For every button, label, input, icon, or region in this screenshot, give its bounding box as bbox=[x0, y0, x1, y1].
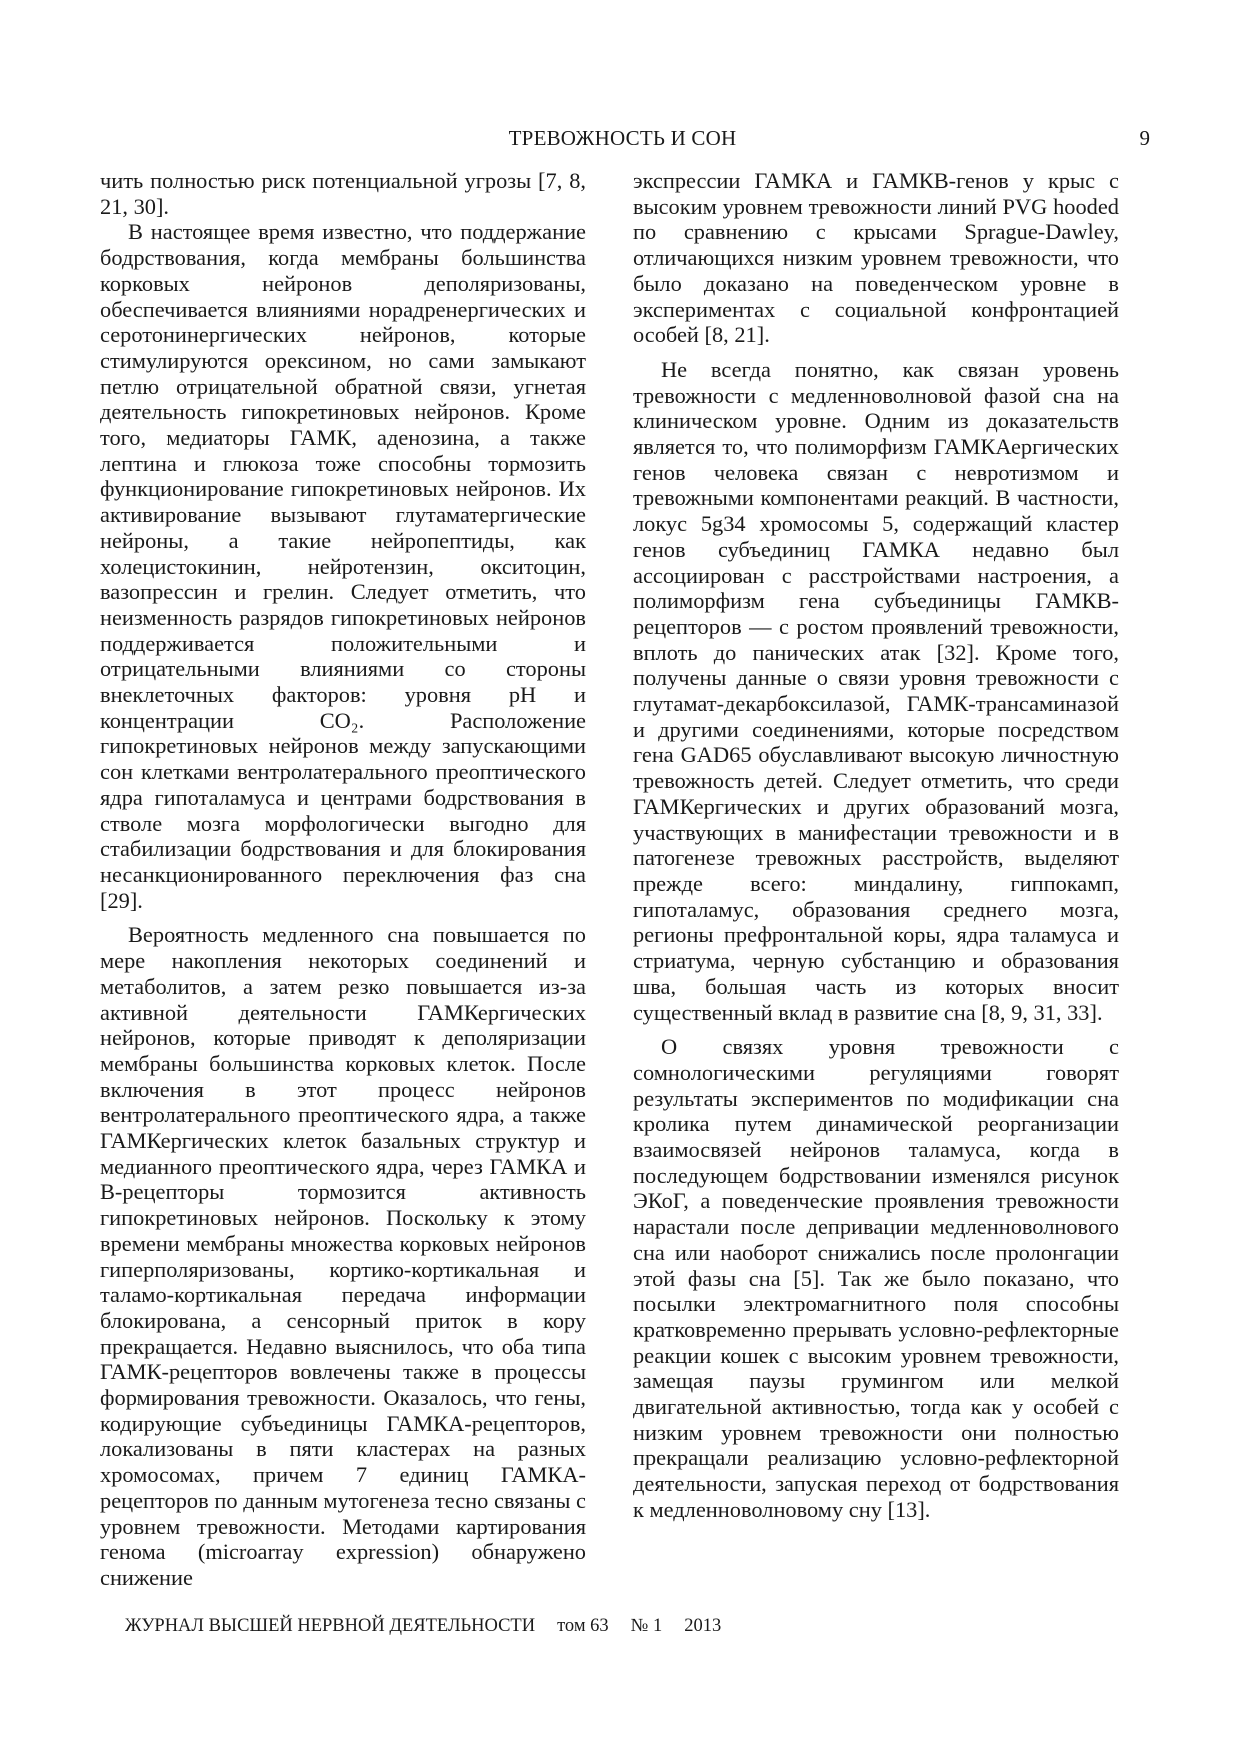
left-column bbox=[100, 168, 586, 1591]
paragraph: чить полностью риск потенциальной угрозы [7, 8, 21, 30]. bbox=[100, 168, 586, 219]
paragraph: О связях уровня тревожности с сомнологическими регуляциями говорят результаты экспериментов по модификации сна кролика путем динамической реорганизации взаимосвязей нейронов таламуса, когда в последующем бодрствовании изменялся рисунок ЭКоГ, а поведенческие проявления тревожности нарастали после депривации медленноволнового сна или наоборот снижались после пролонгации этой фазы сна [5]. Так же было показано, что посылки электромагнитного поля способны кратковременно прерывать условно-рефлекторные реакции кошек с высоким уровнем тревожности, замещая паузы грумингом или мелкой двигательной активностью, тогда как у особей с низким уровнем тревожности они полностью прекращали реализацию условно-рефлекторной деятельности, запуская переход от бодрствования к медленноволновому сну [13]. bbox=[633, 1034, 1119, 1522]
right-column bbox=[633, 168, 1119, 1523]
paragraph: В настоящее время известно, что поддержание бодрствования, когда мембраны большинства корковых нейронов деполяризованы, обеспечивается влияниями норадренергических и серотонинергических нейронов, которые стимулируются орексином, но сами замыкают петлю отрицательной обратной связи, угнетая деятельность гипокретиновых нейронов. Кроме того, медиаторы ГАМК, аденозина, а также лептина и глюкоза тоже способны тормозить функционирование гипокретиновых нейронов. Их активирование вызывают глутаматергические нейроны, а такие нейропептиды, как холецистокинин, нейротензин, окситоцин, вазопрессин и грелин. Следует отметить, что неизменность разрядов гипокретиновых нейронов поддерживается положительными и отрицательными влияниями со стороны внеклеточных факторов: уровня pH и концентрации CO₂. Расположение гипокретиновых нейронов между запускающими сон клетками вентролатерального преоптического ядра гипоталамуса и центрами бодрствования в стволе мозга морфологически выгодно для стабилизации бодрствования и для блокирования несанкционированного переключения фаз сна [29]. bbox=[100, 219, 586, 913]
year: 2013 bbox=[684, 1616, 722, 1636]
paragraph: экспрессии ГАМКА и ГАМКВ-генов у крыс с высоким уровнем тревожности линий PVG hooded по сравнению с крысами Sprague-Dawley, отличающихся низким уровнем тревожности, что было доказано на поведенческом уровне в экспериментах с социальной конфронтацией особей [8, 21]. bbox=[633, 168, 1119, 348]
issue: № 1 bbox=[630, 1616, 663, 1636]
volume: том 63 bbox=[557, 1616, 609, 1636]
journal-name: ЖУРНАЛ ВЫСШЕЙ НЕРВНОЙ ДЕЯТЕЛЬНОСТИ bbox=[125, 1616, 536, 1636]
paragraph: Не всегда понятно, как связан уровень тревожности с медленноволновой фазой сна на клиническом уровне. Одним из доказательств является то, что полиморфизм ГАМКАергических генов человека связан с невротизмом и тревожными компонентами реакций. В частности, локус 5g34 хромосомы 5, содержащий кластер генов субъединиц ГАМКА недавно был ассоциирован с расстройствами настроения, а полиморфизм гена субъединицы ГАМКВ-рецепторов — с ростом проявлений тревожности, вплоть до панических атак [32]. Кроме того, получены данные о связи уровня тревожности с глутамат-декарбоксилазой, ГАМК-трансаминазой и другими соединениями, которые посредством гена GAD65 обуславливают высокую личностную тревожность детей. Следует отметить, что среди ГАМКергических и других образований мозга, участвующих в манифестации тревожности и в патогенезе тревожных расстройств, выделяют прежде всего: миндалину, гиппокамп, гипоталамус, образования среднего мозга, регионы префронтальной коры, ядра таламуса и стриатума, черную субстанцию и образования шва, большая часть из которых вносит существенный вклад в развитие сна [8, 9, 31, 33]. bbox=[633, 356, 1119, 1025]
paragraph: Вероятность медленного сна повышается по мере накопления некоторых соединений и метаболитов, а затем резко повышается из-за активной деятельности ГАМКергических нейронов, которые приводят к деполяризации мембраны большинства корковых клеток. После включения в этот процесс нейронов вентролатерального преоптического ядра, а также ГАМКергических клеток базальных структур и медианного преоптического ядра, через ГАМКА и В-рецепторы тормозится активность гипокретиновых нейронов. Поскольку к этому времени мембраны множества корковых нейронов гиперполяризованы, кортико-кортикальная и таламо-кортикальная передача информации блокирована, а сенсорный приток в кору прекращается. Недавно выяснилось, что оба типа ГАМК-рецепторов вовлечены также в процессы формирования тревожности. Оказалось, что гены, кодирующие субъединицы ГАМКА-рецепторов, локализованы в пяти кластерах на разных хромосомах, причем 7 единиц ГАМКА-рецепторов по данным мутогенеза тесно связаны с уровнем тревожности. Методами картирования генома (microarray expression) обнаружено снижение bbox=[100, 922, 586, 1590]
running-title: ТРЕВОЖНОСТЬ И СОН bbox=[508, 126, 737, 150]
page-footer bbox=[125, 1616, 743, 1637]
page-number: 9 bbox=[1139, 126, 1150, 150]
page-header bbox=[95, 126, 1150, 156]
